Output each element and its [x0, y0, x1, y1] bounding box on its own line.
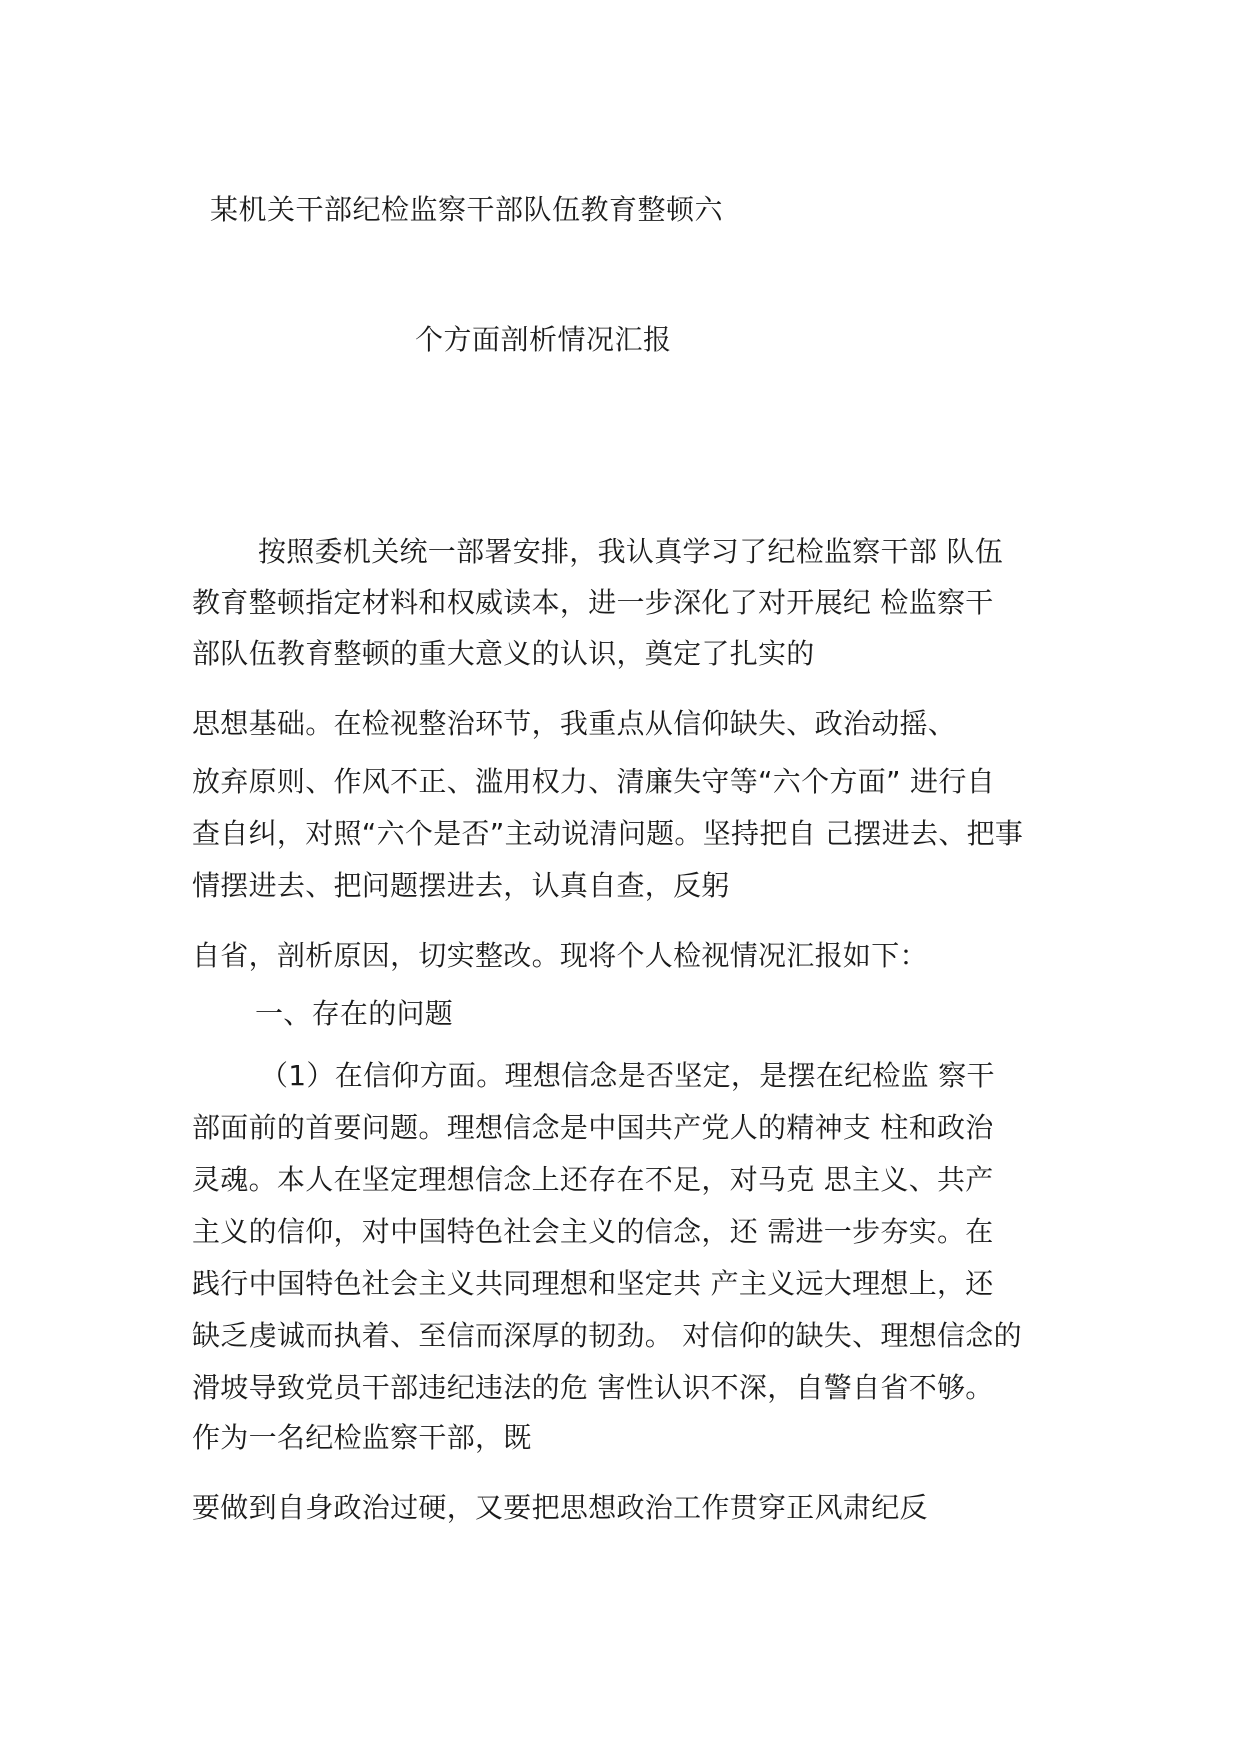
body-line: 思想基础。在检视整治环节，我重点从信仰缺失、政治动摇、	[192, 707, 957, 740]
body-line: （1）在信仰方面。理想信念是否坚定，是摆在纪检监 察干	[260, 1059, 995, 1092]
body-line: 主义的信仰，对中国特色社会主义的信念，还 需进一步夯实。在	[192, 1215, 994, 1248]
section-heading: 一、存在的问题	[255, 997, 454, 1030]
body-line: 按照委机关统一部署安排，我认真学习了纪检监察干部 队伍	[258, 535, 1004, 568]
body-line: 作为一名纪检监察干部，既	[192, 1421, 532, 1454]
body-line: 教育整顿指定材料和权威读本，进一步深化了对开展纪 检监察干	[192, 586, 994, 619]
body-line: 要做到自身政治过硬，又要把思想政治工作贯穿正风肃纪反	[192, 1491, 928, 1524]
body-line: 查自纠，对照“六个是否”主动说清问题。坚持把自 己摆进去、把事	[192, 817, 1024, 850]
body-line: 灵魂。本人在坚定理想信念上还存在不足，对马克 思主义、共产	[192, 1163, 994, 1196]
body-line: 滑坡导致党员干部违纪违法的危 害性认识不深，自警自省不够。	[192, 1371, 994, 1404]
document-title-line-2: 个方面剖析情况汇报	[415, 323, 672, 356]
body-line: 缺乏虔诚而执着、至信而深厚的韧劲。 对信仰的缺失、理想信念的	[192, 1319, 1022, 1352]
body-line: 部面前的首要问题。理想信念是中国共产党人的精神支 柱和政治	[192, 1111, 994, 1144]
body-line: 自省，剖析原因，切实整改。现将个人检视情况汇报如下：	[192, 939, 928, 972]
body-line: 部队伍教育整顿的重大意义的认识，奠定了扎实的	[192, 637, 815, 670]
document-title-line-1: 某机关干部纪检监察干部队伍教育整顿六	[210, 193, 724, 226]
body-line: 放弃原则、作风不正、滥用权力、清廉失守等“六个方面” 进行自	[192, 765, 995, 798]
body-line: 情摆进去、把问题摆进去，认真自查，反躬	[192, 869, 730, 902]
body-line: 践行中国特色社会主义共同理想和坚定共 产主义远大理想上，还	[192, 1267, 994, 1300]
